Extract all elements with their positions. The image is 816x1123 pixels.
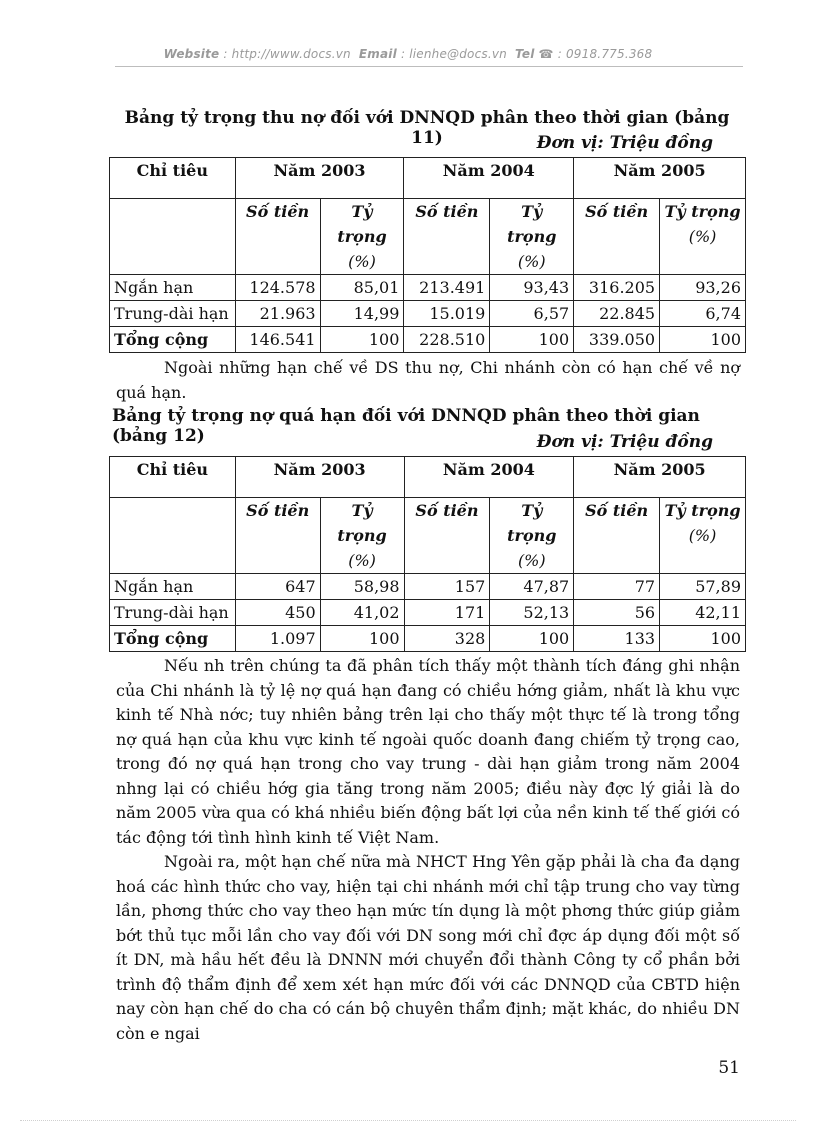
table-cell: 56 xyxy=(574,600,660,626)
table-cell: 146.541 xyxy=(235,327,320,353)
table-cell: 52,13 xyxy=(490,600,574,626)
table-cell: 100 xyxy=(320,626,404,652)
body-text xyxy=(116,654,740,1046)
table-row-total xyxy=(110,626,746,652)
row-label: Ngắn hạn xyxy=(110,275,236,301)
table-cell: 339.050 xyxy=(574,327,660,353)
table11-year-2004: Năm 2004 xyxy=(404,158,574,199)
table-cell: 100 xyxy=(320,327,404,353)
between-paragraph: Ngoài những hạn chế về DS thu nợ, Chi nhánh còn có hạn chế về nợ quá hạn. xyxy=(116,358,740,402)
table-cell: 171 xyxy=(404,600,490,626)
table11-empty-cell xyxy=(110,199,236,275)
table-row xyxy=(110,301,746,327)
row-label: Trung-dài hạn xyxy=(110,600,236,626)
email-label: Email xyxy=(358,47,397,61)
table-cell: 6,57 xyxy=(490,301,574,327)
table11-title: Bảng tỷ trọng thu nợ đối với DNNQD phân theo thời gian (bảng 11) xyxy=(124,108,730,148)
table-cell: 100 xyxy=(660,626,746,652)
table-cell: 100 xyxy=(490,327,574,353)
table12-header-row xyxy=(110,457,746,498)
row-label: Tổng cộng xyxy=(110,626,236,652)
page-number: 51 xyxy=(718,1058,740,1078)
table-cell: 1.097 xyxy=(235,626,320,652)
table11-year-2005: Năm 2005 xyxy=(574,158,746,199)
table-cell: 15.019 xyxy=(404,301,490,327)
table12-year-2003: Năm 2003 xyxy=(235,457,404,498)
table11-sub-amount: Số tiền xyxy=(235,199,320,275)
table-cell: 6,74 xyxy=(660,301,746,327)
table11-col-label: Chỉ tiêu xyxy=(110,158,236,199)
table-cell: 213.491 xyxy=(404,275,490,301)
table-cell: 133 xyxy=(574,626,660,652)
table12-unit: Đơn vị: Triệu đồng xyxy=(536,432,713,452)
table12-sub-ratio: Tỷ trọng (%) xyxy=(660,498,746,574)
table12-sub-amount: Số tiền xyxy=(235,498,320,574)
table-cell: 100 xyxy=(490,626,574,652)
table12-col-label: Chỉ tiêu xyxy=(110,457,236,498)
table-cell: 41,02 xyxy=(320,600,404,626)
email-address: : lienhe@docs.vn xyxy=(400,47,507,61)
table11-subheader-row xyxy=(110,199,746,275)
table12-empty-cell xyxy=(110,498,236,574)
table12 xyxy=(109,456,746,652)
table-cell: 450 xyxy=(235,600,320,626)
website-url: : http://www.docs.vn xyxy=(223,47,351,61)
table12-sub-ratio: Tỷ trọng (%) xyxy=(490,498,574,574)
between-text xyxy=(116,356,740,405)
table-cell: 328 xyxy=(404,626,490,652)
table11-year-2003: Năm 2003 xyxy=(235,158,404,199)
table12-sub-ratio: Tỷ trọng (%) xyxy=(320,498,404,574)
table12-subheader-row xyxy=(110,498,746,574)
table-cell: 85,01 xyxy=(320,275,404,301)
table11-sub-amount: Số tiền xyxy=(404,199,490,275)
page-header xyxy=(0,47,816,61)
table11 xyxy=(109,157,746,353)
table-cell: 124.578 xyxy=(235,275,320,301)
table-cell: 157 xyxy=(404,574,490,600)
table11-sub-ratio: Tỷ trọng (%) xyxy=(320,199,404,275)
table-cell: 93,43 xyxy=(490,275,574,301)
paragraph-1: Nếu nh trên chúng ta đã phân tích thấy một thành tích đáng ghi nhận của Chi nhánh là tỷ lệ nợ quá hạn đang có chiều hớng giảm, nhất là khu vực kinh tế Nhà nớc; tuy nhiên bảng trên lại cho thấy một thực tế là trong tổng nợ quá hạn của khu vực kinh tế ngoài quốc doanh đang chiếm tỷ trọng cao, trong đó nợ quá hạn trong cho vay trung - dài hạn giảm trong năm 2004 nhng lại có chiều hớg gia tăng trong năm 2005; điều này đợc lý giải là do năm 2005 vừa qua có khá nhiều biến động bất lợi của nền kinh tế thế giới có tác động tới tình hình kinh tế Việt Nam. xyxy=(116,656,740,847)
phone-icon: ☎ xyxy=(538,47,554,61)
website-label: Website xyxy=(163,47,220,61)
table11-sub-ratio: Tỷ trọng (%) xyxy=(660,199,746,275)
table-cell: 14,99 xyxy=(320,301,404,327)
table-cell: 647 xyxy=(235,574,320,600)
table-row xyxy=(110,275,746,301)
tel-number: : 0918.775.368 xyxy=(557,47,653,61)
row-label: Trung-dài hạn xyxy=(110,301,236,327)
table-cell: 100 xyxy=(660,327,746,353)
paragraph-2: Ngoài ra, một hạn chế nữa mà NHCT Hng Yên gặp phải là cha đa dạng hoá các hình thức cho vay, hiện tại chi nhánh mới chỉ tập trung cho vay từng lần, phơng thức cho vay theo hạn mức tín dụng là một phơng thức giúp giảm bớt thủ tục mỗi lần cho vay đối với DN song mới chỉ đợc áp dụng đối một số ít DN, mà hầu hết đều là DNNN mới chuyển đổi thành Công ty cổ phần bởi trình độ thẩm định để xem xét hạn mức đối với các DNNQD của CBTD hiện nay còn hạn chế do cha có cán bộ chuyên thẩm định; mặt khác, do nhiều DN còn e ngai xyxy=(116,852,740,1043)
table-cell: 77 xyxy=(574,574,660,600)
table11-unit: Đơn vị: Triệu đồng xyxy=(536,133,713,153)
table-cell: 21.963 xyxy=(235,301,320,327)
table11-header-row xyxy=(110,158,746,199)
table12-sub-amount: Số tiền xyxy=(574,498,660,574)
table11-sub-amount: Số tiền xyxy=(574,199,660,275)
table-row xyxy=(110,600,746,626)
table-cell: 58,98 xyxy=(320,574,404,600)
table12-year-2005: Năm 2005 xyxy=(574,457,746,498)
header-divider xyxy=(115,66,743,67)
tel-label: Tel xyxy=(515,47,535,61)
table12-year-2004: Năm 2004 xyxy=(404,457,574,498)
table-row xyxy=(110,574,746,600)
table-row-total xyxy=(110,327,746,353)
table12-title: Bảng tỷ trọng nợ quá hạn đối với DNNQD phân theo thời gian (bảng 12) xyxy=(112,406,700,446)
table-cell: 22.845 xyxy=(574,301,660,327)
table-cell: 316.205 xyxy=(574,275,660,301)
row-label: Tổng cộng xyxy=(110,327,236,353)
table12-sub-amount: Số tiền xyxy=(404,498,490,574)
table-cell: 93,26 xyxy=(660,275,746,301)
row-label: Ngắn hạn xyxy=(110,574,236,600)
table11-sub-ratio: Tỷ trọng (%) xyxy=(490,199,574,275)
table-cell: 228.510 xyxy=(404,327,490,353)
table-cell: 57,89 xyxy=(660,574,746,600)
footer-divider xyxy=(20,1120,796,1121)
table-cell: 47,87 xyxy=(490,574,574,600)
table-cell: 42,11 xyxy=(660,600,746,626)
